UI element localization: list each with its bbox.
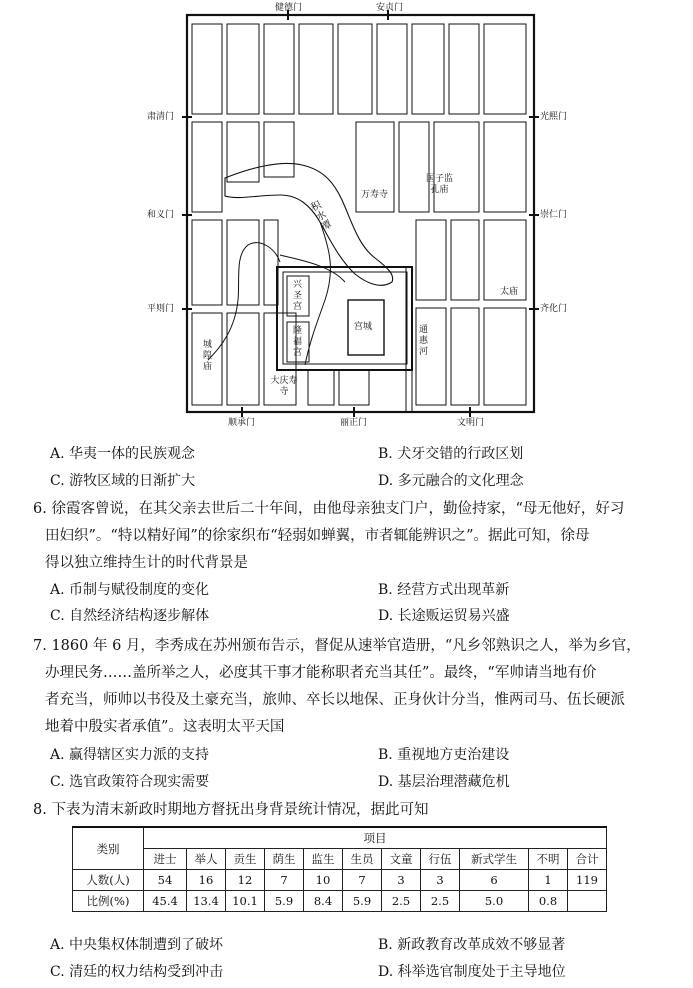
q7-stem-line-2: 办理民务……盖所举之人，必度其干事才能称职者充当其任”。最终，“军帅请当地有价 [45, 665, 597, 681]
table-category-header: 类别 [73, 827, 144, 870]
q8-statistics-table [72, 826, 607, 912]
q6-stem-line-1: 6. 徐霞客曾说，在其父亲去世后二十年间，由他母亲独支门户，勤俭持家，“母无他好，好习 [33, 501, 625, 517]
q5-option-d[interactable]: D. 多元融合的文化理念 [378, 473, 524, 489]
q5-option-a[interactable]: A. 华夷一体的民族观念 [50, 446, 196, 462]
map-drawing [130, 0, 580, 430]
gate-lizheng: 丽正门 [340, 418, 368, 428]
table-cell: 5.9 [343, 891, 382, 912]
gate-suqing: 肃清门 [147, 112, 175, 122]
q8-option-c[interactable]: C. 清廷的权力结构受到冲击 [50, 964, 224, 980]
gate-chongren: 崇仁门 [540, 210, 568, 220]
label-chenghuangmiao: 城隍庙 [202, 340, 212, 372]
gate-guangxi: 光熙门 [540, 112, 568, 122]
label-gongcheng: 宫城 [354, 322, 373, 332]
table-cell: 10 [304, 870, 343, 891]
q6-option-c[interactable]: C. 自然经济结构逐步解体 [50, 608, 210, 624]
gate-qihua: 齐化门 [540, 304, 568, 314]
q5-option-b[interactable]: B. 犬牙交错的行政区划 [378, 446, 524, 462]
q8-stem: 8. 下表为清末新政时期地方督抚出身背景统计情况，据此可知 [33, 802, 429, 818]
row-label: 比例(%) [73, 891, 144, 912]
q7-option-b[interactable]: B. 重视地方吏治建设 [378, 747, 510, 763]
label-guozijian: 国子监 孔庙 [426, 174, 454, 195]
table-group-header: 项目 [144, 827, 607, 849]
table-header-row [73, 849, 607, 870]
label-taimiao: 太庙 [500, 287, 519, 297]
q7-option-a[interactable]: A. 赢得辖区实力派的支持 [50, 747, 210, 763]
row-label: 人数(人) [73, 870, 144, 891]
table-cell: 54 [144, 870, 187, 891]
table-cell: 2.5 [421, 891, 460, 912]
gate-pingze: 平则门 [147, 304, 175, 314]
label-tonghuihe: 通惠河 [418, 325, 428, 357]
q7-stem-line-3: 者充当，师帅以书役及土豪充当，旅帅、卒长以地保、正身伙计分当，惟两司马、伍长硬派 [45, 692, 625, 708]
label-xingshenggong: 兴圣宫 [292, 280, 302, 312]
gate-wenming: 文明门 [457, 418, 485, 428]
column-header: 生员 [343, 849, 382, 870]
column-header: 荫生 [265, 849, 304, 870]
dadu-city-map [130, 0, 580, 430]
column-header: 行伍 [421, 849, 460, 870]
table-cell: 12 [226, 870, 265, 891]
table-cell: 0.8 [529, 891, 568, 912]
table-cell: 119 [568, 870, 607, 891]
column-header: 监生 [304, 849, 343, 870]
table-cell: 8.4 [304, 891, 343, 912]
table-cell: 3 [421, 870, 460, 891]
q8-option-b[interactable]: B. 新政教育改革成效不够显著 [378, 937, 566, 953]
column-header: 贡生 [226, 849, 265, 870]
gate-jiande: 健德门 [275, 3, 303, 13]
table-cell: 1 [529, 870, 568, 891]
table-cell: 6 [460, 870, 529, 891]
gate-heyi: 和义门 [147, 210, 175, 220]
table-cell: 13.4 [187, 891, 226, 912]
label-daqingshousi: 大庆寿寺 [270, 376, 298, 397]
column-header: 进士 [144, 849, 187, 870]
table-cell: 2.5 [382, 891, 421, 912]
gate-shuncheng: 顺承门 [228, 418, 256, 428]
table-cell [568, 891, 607, 912]
table-row [73, 870, 607, 891]
table-cell: 16 [187, 870, 226, 891]
q6-option-a[interactable]: A. 币制与赋役制度的变化 [50, 582, 210, 598]
q7-option-d[interactable]: D. 基层治理潜藏危机 [378, 774, 510, 790]
column-header: 举人 [187, 849, 226, 870]
label-jishuitan: 积水潭 [309, 199, 334, 234]
q6-stem-line-2: 田妇织”。“特以精好闻”的徐家织布“轻弱如蝉翼，市者辄能辨识之”。据此可知，徐母 [45, 528, 590, 544]
table-row [73, 891, 607, 912]
table-cell: 5.9 [265, 891, 304, 912]
q6-option-b[interactable]: B. 经营方式出现革新 [378, 582, 510, 598]
table-cell: 7 [343, 870, 382, 891]
table-cell: 7 [265, 870, 304, 891]
q8-option-d[interactable]: D. 科举选官制度处于主导地位 [378, 964, 566, 980]
q5-option-c[interactable]: C. 游牧区域的日渐扩大 [50, 473, 196, 489]
q7-stem-line-4: 地着中殷实者承值”。这表明太平天国 [45, 719, 285, 735]
table-cell: 10.1 [226, 891, 265, 912]
q7-option-c[interactable]: C. 选官政策符合现实需要 [50, 774, 210, 790]
column-header: 合计 [568, 849, 607, 870]
column-header: 文童 [382, 849, 421, 870]
gate-anzhen: 安贞门 [376, 3, 404, 13]
label-wanshousi: 万寿寺 [361, 190, 389, 200]
q8-option-a[interactable]: A. 中央集权体制遭到了破坏 [50, 937, 224, 953]
column-header: 新式学生 [460, 849, 529, 870]
table-cell: 45.4 [144, 891, 187, 912]
q6-stem-line-3: 得以独立维持生计的时代背景是 [45, 555, 248, 571]
label-longfugong: 隆福宫 [292, 326, 302, 358]
table-cell: 5.0 [460, 891, 529, 912]
column-header: 不明 [529, 849, 568, 870]
q6-option-d[interactable]: D. 长途贩运贸易兴盛 [378, 608, 510, 624]
q7-stem-line-1: 7. 1860 年 6 月，李秀成在苏州颁布告示，督促从速举官造册，“凡乡邻熟识之人，举为乡官， [33, 638, 641, 654]
table-cell: 3 [382, 870, 421, 891]
